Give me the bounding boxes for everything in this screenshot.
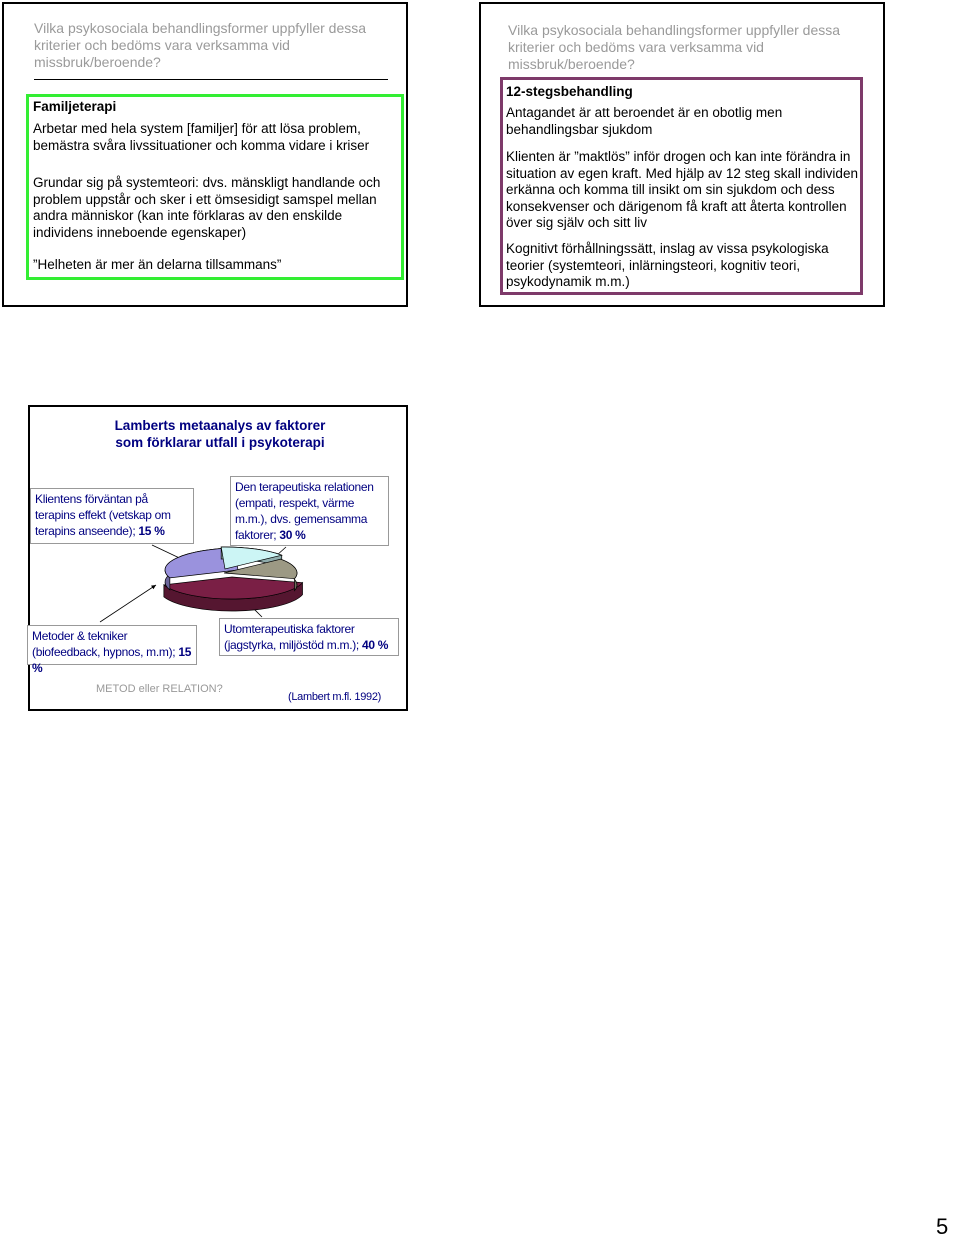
- slide-title: Vilka psykosociala behandlingsformer uppfyller dessa kriterier och bedöms vara verksamma vid missbruk/beroende?: [508, 22, 841, 72]
- slide-title: Vilka psykosociala behandlingsformer uppfyller dessa kriterier och bedöms vara verksamma vid missbruk/beroende?: [34, 20, 367, 70]
- footer-question: METOD eller RELATION?: [96, 683, 223, 695]
- box-methods-techniques: Metoder & tekniker (biofeedback, hypnos, m.m); 15 %: [27, 625, 197, 665]
- box-therapeutic-relationship: Den terapeutiska relationen (empati, respekt, värme m.m.), dvs. gemensamma faktorer; 30 %: [230, 476, 389, 546]
- paragraph-maktlos: Klienten är ”maktlös” inför drogen och kan inte förändra in situation av egen kraft. Med hjälp av 12 steg skall individen erkänna och komma till insikt om sin sjukdom och dess konsekvenser och därigenom få kraft att återta kontrollen över sig själv och sitt liv: [506, 149, 858, 230]
- pointer-arrow-2: [266, 547, 286, 565]
- pointer-arrow-1: [152, 545, 190, 563]
- paragraph-antagande: Antagandet är att beroendet är en obotlig men behandlingsbar sjukdom: [506, 105, 783, 137]
- box-client-expectancy: Klientens förväntan på terapins effekt (vetskap om terapins anseende); 15 %: [30, 488, 194, 544]
- title-line-2: som förklarar utfall i psykoterapi: [115, 435, 325, 450]
- pointer-arrowhead-2: [266, 560, 271, 565]
- slide-lambert: [28, 405, 408, 711]
- pointer-arrowhead-3: [151, 585, 156, 589]
- pie-slice-3: [221, 547, 282, 569]
- paragraph-system: Arbetar med hela system [familjer] för att lösa problem, bemästra svåra livssituationer och komma vidare i kriser: [33, 121, 370, 153]
- quote-helheten: ”Helheten är mer än delarna tillsammans”: [33, 257, 282, 272]
- pointer-arrow-3: [100, 585, 156, 622]
- pie-chart: [30, 407, 410, 713]
- slide-familjeterapi: [2, 2, 408, 307]
- title-rule: [34, 79, 388, 80]
- slide-title: [30, 417, 410, 451]
- citation: (Lambert m.fl. 1992): [288, 691, 382, 703]
- pointer-arrowhead-1: [185, 559, 190, 563]
- box-extratherapeutic: Utomterapeutiska faktorer (jagstyrka, miljöstöd m.m.); 40 %: [219, 618, 399, 656]
- pct-label: 40 %: [362, 638, 389, 652]
- paragraph-kognitivt: Kognitivt förhållningssätt, inslag av vissa psykologiska teorier (systemteori, inlärningsteori, kognitiv teori, psykodynamik m.m.): [506, 241, 829, 289]
- pie-slice-2: [165, 548, 238, 590]
- pointer-arrow-4: [244, 599, 262, 617]
- paragraph-systemteori: Grundar sig på systemteori: dvs. mänskligt handlande och problem uppstår och sker i ett ömsesidigt samspel mellan andra människor (kan inte förklaras av den enskilde individens inneboende egenskaper): [33, 175, 381, 240]
- pie-slice-4: [224, 559, 297, 591]
- title-line-1: Lamberts metaanalys av faktorer: [114, 418, 326, 433]
- pointer-arrowhead-4: [244, 599, 249, 604]
- section-heading: Familjeterapi: [33, 99, 117, 114]
- page-number: 5: [936, 1214, 949, 1239]
- section-heading: 12-stegsbehandling: [506, 84, 633, 99]
- pie-slices: [164, 547, 303, 611]
- pct-label: 15 %: [32, 645, 192, 675]
- pct-label: 30 %: [279, 528, 306, 542]
- slide-12-steg: [479, 2, 885, 307]
- pointer-arrows: [100, 545, 286, 622]
- pie-slice-1: [164, 577, 303, 611]
- pct-label: 15 %: [138, 524, 165, 538]
